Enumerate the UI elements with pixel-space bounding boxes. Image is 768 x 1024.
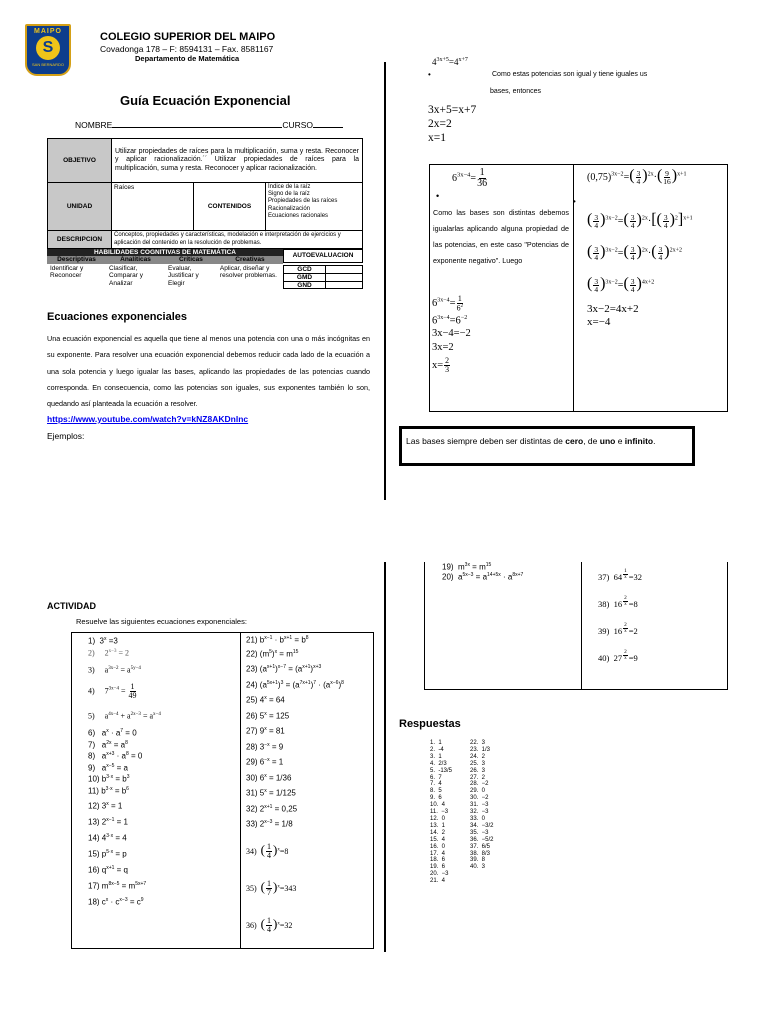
bullet: • <box>436 191 440 201</box>
curso-label: CURSO <box>282 120 314 130</box>
exercise-item: 18) $c^x \cdot c^{x-3} = c^9$ <box>88 896 144 907</box>
box-right-steps <box>587 168 693 328</box>
habilidades-label: HABILIDADES COGNITIVAS DE MATEMÁTICA <box>47 249 283 256</box>
exercise-item: 37) 64 $^{\frac{1}{x}}$ =32 <box>598 568 643 583</box>
exercise-item: 38) 16 $^{\frac{2}{x}}$ =8 <box>598 595 638 610</box>
answer-item: 1. 1 <box>430 740 442 746</box>
exercise-item: 29) $6^{-x} = 1$ <box>246 757 284 767</box>
exercise-item: 5) $a^{4x-4} + a^{2x-3} = a^{x-4}$ <box>88 711 161 721</box>
answer-item: 4. 2/3 <box>430 760 447 767</box>
hab-header: Analíticas <box>120 256 151 263</box>
step-eq: 3x−2=4x+2 <box>587 303 639 315</box>
answer-item: 36. −5/2 <box>470 836 494 843</box>
hab-value: Evaluar, Justificar y Elegir <box>168 265 199 287</box>
answer-item: 22. 3 <box>470 740 486 746</box>
answers-heading: Respuestas <box>399 718 461 730</box>
answer-item: 11. −3 <box>430 809 449 816</box>
box-left-eq1: $6^{3x-4}=$ $\frac{1}{36}$ <box>452 167 488 189</box>
exercise-item: 26) $5^x = 125$ <box>246 710 290 721</box>
answer-item: 12. 0 <box>430 815 446 822</box>
unidad-label: UNIDAD <box>48 183 112 231</box>
intro-paragraph: Una ecuación exponencial es aquella que tiene al menos una potencia con una o más incógnitas en su exponente. Para resolver una ecuación exponencial debemos reducir cada lado de la ecuación a una sola potencia y luego igualar las bases, aplicando las propiedades de las potencias cuando corresponda. En consecuencia, como las potencias son iguales, sus exponentes también lo son, quedando así planteada la ecuación a resolver. <box>47 334 370 409</box>
answer-item: 34. −3/2 <box>470 822 494 829</box>
step-eq: ( $\frac{3}{4}$ )$^{3x-2}$=( $\frac{3}{4}$ )$^{4x+2}$ <box>587 275 655 295</box>
note-text: . <box>653 436 656 446</box>
exercises-col3 <box>442 561 523 582</box>
answer-item: 33. 0 <box>470 815 486 822</box>
answers-col-b <box>470 740 494 871</box>
exercises-col2 <box>246 633 374 942</box>
note-bold: cero <box>565 436 584 446</box>
answer-item: 10. 4 <box>430 802 446 809</box>
exercise-item: 39) 16 $^{\frac{2}{x}}$ =2 <box>598 622 638 637</box>
auto-row-field[interactable] <box>326 266 362 273</box>
answer-item: 16. 0 <box>430 843 446 850</box>
exercise-item: 21) $b^{x-1} \cdot b^{x+1} = b^8$ <box>246 635 309 645</box>
exercise-item: 4) $7^{3x-4}$ = $\frac{1}{49}$ <box>88 682 137 700</box>
answer-item: 15. 4 <box>430 836 446 843</box>
answer-item: 37. 6/5 <box>470 843 491 850</box>
answer-item: 17. 4 <box>430 850 446 857</box>
exercise-item: 40) 27 $^{\frac{2}{x}}$ =9 <box>598 649 638 664</box>
hab-values <box>47 265 283 287</box>
contenidos-item: Índice de la raíz <box>268 184 311 190</box>
hab-value: Aplicar, diseñar y resolver problemas. <box>219 265 277 280</box>
guide-title: Guía Ecuación Exponencial <box>120 93 291 108</box>
note-box <box>399 426 695 466</box>
hab-value: Clasificar, Comparar y Analizar <box>109 265 143 287</box>
answer-item: 2. -4 <box>430 746 444 753</box>
activity-instruction: Resuelve las siguientes ecuaciones exponenciales: <box>76 617 247 626</box>
contenidos-item: Propiedades de las raíces <box>268 198 338 205</box>
contenidos-list <box>266 183 363 231</box>
logo-bottom-text: SAN BERNARDO <box>31 62 64 67</box>
exercise-item: 12) $3^x = 1$ <box>88 800 123 811</box>
answer-item: 19. 6 <box>430 864 446 871</box>
curso-field[interactable] <box>313 120 343 128</box>
answer-item: 6. 7 <box>430 774 442 781</box>
descripcion-text: Conceptos, propiedades y características, modelación e interpretación de ejercicios y aplicación del contenido en la resolución de problemas. <box>112 231 363 249</box>
descripcion-label: DESCRIPCION <box>48 231 112 249</box>
exercise-item: 24) $(a^{5x+1})^3 = (a^{7x+1})^7 \cdot (a^{x-6})^8$ <box>246 679 344 690</box>
answer-item: 30. −2 <box>470 795 489 802</box>
school-address: Covadonga 178 – F: 8594131 – Fax. 8581167 <box>100 44 274 54</box>
exercise-item: 13) $2^{x-1} = 1$ <box>88 816 129 827</box>
answer-item: 24. 2 <box>470 753 486 760</box>
answer-item: 27. 2 <box>470 774 486 781</box>
exercise-item: 30) $6^x = 1/36$ <box>246 772 292 783</box>
exercise-item: 33) $2^{x-3} = 1/8$ <box>246 819 293 829</box>
auto-row-field[interactable] <box>326 282 362 288</box>
logo-emblem: S <box>36 36 60 60</box>
box-left-text: Como las bases son distintas debemos igualarlas aplicando alguna propiedad de las potencias, en este caso "Potencias de exponente negativo". Luego <box>433 208 569 265</box>
exercise-item: 14) $4^{3\cdot x} = 4$ <box>88 832 127 843</box>
answer-item: 18. 6 <box>430 857 446 864</box>
answer-item: 13. 1 <box>430 822 446 829</box>
step-eq: $6^{3x-4}=6^{-2}$ <box>432 315 468 327</box>
exercise-item: 27) $9^x = 81$ <box>246 726 285 736</box>
step-eq: ( $\frac{3}{4}$ )$^{3x-2}$=( $\frac{3}{4}$ )$^{2x}$·( $\frac{3}{4}$ )$^{2x+2}$ <box>587 243 682 263</box>
exercise-item: 17) $m^{8x-5} = m^{5x+7}$ <box>88 880 147 891</box>
exercise-item: 20) $a^{5x-3} = a^{14+5x} \cdot a^{8x+7}$ <box>442 572 524 582</box>
exercise-item: 2) $2^{x-3} = 2$ <box>88 648 130 658</box>
nombre-field[interactable] <box>112 120 282 128</box>
exercise-item: 34) ( $\frac{1}{4}$ )$^x$=8 <box>246 841 289 861</box>
bullet: • <box>428 70 431 79</box>
auto-row-field[interactable] <box>326 274 362 281</box>
exercise-item: 6) $a^x \cdot a^7 = 0$ <box>88 728 137 738</box>
note-text: e <box>615 436 625 446</box>
answer-item: 29. 0 <box>470 788 486 795</box>
hab-value: Identificar y Reconocer <box>50 265 84 280</box>
exercise-item: 31) $5^x = 1/125$ <box>246 788 296 798</box>
school-logo <box>25 24 71 76</box>
name-line <box>75 120 343 130</box>
step-eq: x=−4 <box>587 316 611 328</box>
exercise-item: 10) $b^{3\cdot x} = b^3$ <box>88 774 130 785</box>
ejemplos-label: Ejemplos: <box>47 431 85 441</box>
example-equation: $4^{3x+5}=4^{x+7}$ <box>432 57 468 67</box>
step-eq: x= $\frac{2}{3}$ <box>432 356 450 374</box>
note-bold: uno <box>599 436 616 446</box>
auto-row-label: GMD <box>284 274 326 281</box>
autoevaluacion-label: AUTOEVALUACION <box>283 249 363 263</box>
answer-item: 14. 2 <box>430 829 446 836</box>
youtube-link[interactable]: https://www.youtube.com/watch?v=kNZ8AKDnlnc <box>47 414 249 424</box>
contenidos-label: CONTENIDOS <box>194 183 266 231</box>
note-bold: infinito <box>624 436 654 446</box>
note-text: Las bases siempre deben ser distintas de <box>406 436 566 446</box>
objetivo-text: Utilizar propiedades de raíces para la multiplicación, suma y resta. Reconocer y aplicar racionalización.´´ Utilizar propiedades de raíces para la multiplicación, suma y resta. Reconocer y aplicar racionalización. <box>112 139 363 183</box>
answer-item: 25. 3 <box>470 760 486 767</box>
exercise-item: 35) ( $\frac{1}{7}$ )$^x$=343 <box>246 878 297 898</box>
answer-item: 9. 6 <box>430 795 442 802</box>
exercise-item: 8) $a^{x+3} \cdot a^8 = 0$ <box>88 751 143 761</box>
exercise-item: 28) $3^{-x} = 9$ <box>246 741 284 752</box>
auto-row-label: GCD <box>284 266 326 273</box>
auto-rows <box>283 265 363 289</box>
answer-item: 28. −2 <box>470 781 489 788</box>
answer-item: 21. 4 <box>430 878 446 885</box>
exercise-item: 23) $(a^{x+1})^{x-7} = (a^{x+1})^{x+3}$ <box>246 664 322 674</box>
bullet: • <box>573 197 576 206</box>
step-eq: $6^{3x-4}=$ $\frac{1}{6^2}$ <box>432 294 463 313</box>
contenidos-item: Signo de la raíz <box>268 191 310 198</box>
logo-top-text: MAIPO <box>34 28 62 35</box>
hab-header: Descriptivas <box>57 256 96 263</box>
exercise-item: 36) ( $\frac{1}{4}$ )$^x$=32 <box>246 915 293 935</box>
example-bullet-text: Como estas potencias son igual y tiene iguales us <box>492 71 648 78</box>
exercise-item: 7) $a^{2x} = a^8$ <box>88 739 128 750</box>
box-left-steps <box>432 295 471 374</box>
objectives-table <box>47 138 363 249</box>
page-divider-top <box>384 62 386 500</box>
department-name: Departamento de Matemática <box>135 54 240 63</box>
school-name: COLEGIO SUPERIOR DEL MAIPO <box>100 31 276 43</box>
answer-item: 23. 1/3 <box>470 746 491 753</box>
contenidos-item: Racionalización <box>268 205 311 212</box>
auto-row-label: GND <box>284 282 326 288</box>
step-eq: x=1 <box>428 132 446 144</box>
answer-item: 8. 5 <box>430 788 442 795</box>
answers-col-a <box>430 740 452 885</box>
answer-item: 3. 1 <box>430 753 442 760</box>
answer-item: 32. −3 <box>470 809 489 816</box>
hab-header: Críticas <box>179 256 203 263</box>
note-text: , de <box>583 436 600 446</box>
exercise-item: 1) $3^x =3$ <box>88 636 118 646</box>
exercise-item: 15) $p^{5\cdot x} = p$ <box>88 848 127 859</box>
exercise-item: 16) $q^{x+1} = q$ <box>88 864 129 875</box>
step-eq: 3x=2 <box>432 342 454 353</box>
step-eq: 3x−4=−2 <box>432 328 471 339</box>
exercise-item: 9) $a^{x-5} = a$ <box>88 762 129 773</box>
nombre-label: NOMBRE <box>75 120 113 130</box>
step-eq: 2x=2 <box>428 118 452 130</box>
exercise-item: 11) $b^{3\cdot x} = b^6$ <box>88 785 129 796</box>
example-bases-text: bases, entonces <box>490 88 541 95</box>
answer-item: 26. 3 <box>470 767 486 774</box>
answer-item: 20. −3 <box>430 871 449 878</box>
unidad-text: Raíces <box>112 183 194 231</box>
step-eq: $(0,75)^{3x-2}=$( $\frac{3}{4}$ )$^{2x}$·( $\frac{9}{16}$ )$^{x+1}$ <box>587 167 687 187</box>
answer-item: 40. 3 <box>470 864 486 871</box>
exercise-item: 3) $a^{3x-2} = a^{5y-4}$ <box>88 665 141 675</box>
answer-item: 38. 8/3 <box>470 850 491 857</box>
hab-header: Creativas <box>235 256 265 263</box>
hab-headers <box>47 256 283 264</box>
answer-item: 35. −3 <box>470 829 489 836</box>
exercises-col4 <box>598 569 642 663</box>
objetivo-label: OBJETIVO <box>48 139 112 183</box>
step-eq: ( $\frac{3}{4}$ )$^{3x-2}$=( $\frac{3}{4}$ )$^{2x}$·[( $\frac{3}{4}$ )$^2$]$^{x+1}$ <box>587 211 693 231</box>
answer-item: 39. 8 <box>470 857 486 864</box>
exercise-item: 25) $4^x = 64$ <box>246 695 285 705</box>
exercise-item: 22) $(m^5)^x = m^{15}$ <box>246 648 299 659</box>
exercises-col1 <box>88 634 238 908</box>
example-steps <box>428 103 476 145</box>
exercise-item: 19) $m^{3x} = m^{15}$ <box>442 562 492 572</box>
page-divider-bottom <box>384 562 386 952</box>
exercise-item: 32) $2^{x+1} = 0,25$ <box>246 803 298 814</box>
answer-item: 31. −3 <box>470 802 489 809</box>
answer-item: 5. -13/5 <box>430 767 453 774</box>
step-eq: 3x+5=x+7 <box>428 104 477 116</box>
contenidos-item: Ecuaciones racionales <box>268 212 329 219</box>
section-heading: Ecuaciones exponenciales <box>47 311 188 323</box>
answer-item: 7. 4 <box>430 781 442 788</box>
activity-heading: ACTIVIDAD <box>47 601 96 611</box>
